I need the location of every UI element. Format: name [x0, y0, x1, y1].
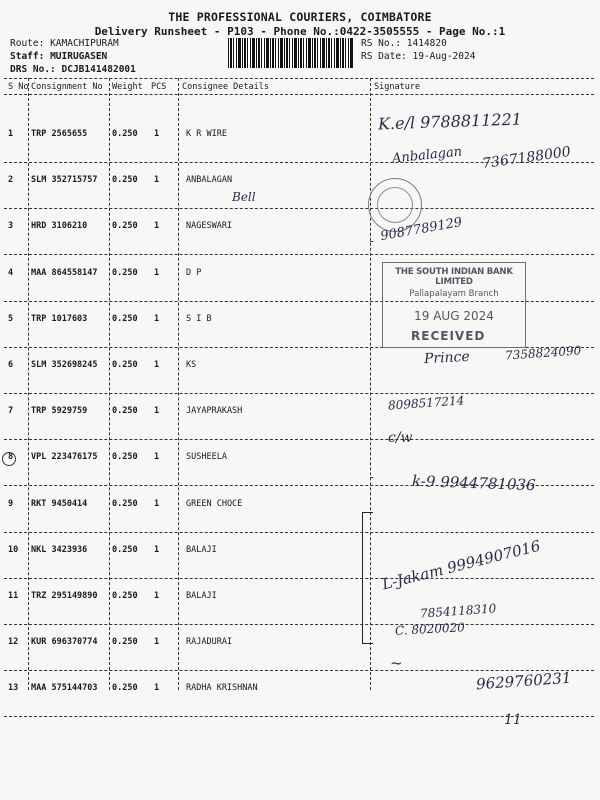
row-weight: 0.250 — [112, 452, 138, 462]
row-pcs: 1 — [154, 591, 160, 601]
row-consignee: GREEN CHOCE — [186, 499, 243, 509]
col-sno: S No — [8, 82, 29, 92]
row-consignment-no: VPL 223476175 — [31, 452, 98, 462]
table-row — [0, 221, 600, 267]
signature-r9: k-9 9944781036 — [411, 471, 536, 495]
row-divider — [4, 578, 594, 579]
stamp-date: 19 AUG 2024 — [414, 309, 494, 323]
header-left — [10, 37, 136, 76]
row-divider — [4, 393, 594, 394]
table-row — [0, 591, 600, 637]
row-consignment-no: MAA 575144703 — [31, 683, 98, 693]
signature-r1: K.e/l 9788811221 — [377, 109, 523, 134]
divider — [4, 78, 594, 79]
company-title: THE PROFESSIONAL COURIERS, COIMBATORE — [168, 10, 432, 24]
row-consignment-no: RKT 9450414 — [31, 499, 88, 509]
row-sno: 11 — [8, 591, 19, 601]
row-weight: 0.250 — [112, 591, 138, 601]
row-pcs: 1 — [154, 683, 160, 693]
table-row — [0, 406, 600, 452]
row-consignment-no: TRP 1017603 — [31, 314, 88, 324]
rs-date-value: 19-Aug-2024 — [412, 51, 476, 62]
staff-label: Staff: — [10, 51, 45, 62]
col-signature: Signature — [374, 82, 421, 92]
row-divider — [4, 439, 594, 440]
row-pcs: 1 — [154, 175, 160, 185]
row-consignment-no: TRP 2565655 — [31, 129, 88, 139]
row-consignee: NAGESWARI — [186, 221, 233, 231]
row-sno: 3 — [8, 221, 14, 231]
row-weight: 0.250 — [112, 175, 138, 185]
hw-r9-phone: 9944781036 — [439, 472, 536, 495]
staff-value: MUIRUGASEN — [50, 51, 108, 62]
drs-label: DRS No.: — [10, 64, 56, 75]
row-consignment-no: SLM 352698245 — [31, 360, 98, 370]
row-pcs: 1 — [154, 637, 160, 647]
row-divider — [4, 624, 594, 625]
stamp-status: RECEIVED — [411, 329, 486, 343]
hw-r12-phone1: 7854118310 — [419, 601, 497, 621]
signature-r11: L-Jakam 9994907016 — [380, 536, 543, 594]
row-pcs: 1 — [154, 452, 160, 462]
row-consignment-no: NKL 3423936 — [31, 545, 88, 555]
row-sno: 6 — [8, 360, 14, 370]
stamp-bank: THE SOUTH INDIAN BANK LIMITED — [395, 267, 513, 287]
hw-r6-name: Prince — [423, 348, 471, 368]
row-pcs: 1 — [154, 499, 160, 509]
route-label: Route: — [10, 38, 45, 49]
row-consignee: D P — [186, 268, 202, 278]
route-value: KAMACHIPURAM — [50, 38, 119, 49]
row-consignee: K R WIRE — [186, 129, 227, 139]
row-divider — [4, 254, 594, 255]
row-consignment-no: TRZ 295149890 — [31, 591, 98, 601]
row-sno: 12 — [8, 637, 19, 647]
row-consignee: ANBALAGAN — [186, 175, 233, 185]
hw-r2-phone: 7367188000 — [481, 143, 572, 173]
row-weight: 0.250 — [112, 314, 138, 324]
signature-r13: ~ — [390, 654, 403, 672]
runsheet-subtitle: Delivery Runsheet - P103 - Phone No.:0422-3505555 - Page No.:1 — [94, 25, 506, 38]
row-weight: 0.250 — [112, 545, 138, 555]
row-pcs: 1 — [154, 129, 160, 139]
hw-r11-phone: 9994907016 — [445, 536, 543, 578]
table-row — [0, 360, 600, 406]
row-sno: 4 — [8, 268, 14, 278]
drs-value: DCJB141482001 — [61, 64, 136, 75]
row-sno: 1 — [8, 129, 14, 139]
rs-no-value: 1414820 — [406, 38, 447, 49]
row-consignment-no: HRD 3106210 — [31, 221, 88, 231]
row-pcs: 1 — [154, 221, 160, 231]
hw-r2-name: Anbalagan — [391, 144, 463, 167]
row-consignment-no: MAA 864558147 — [31, 268, 98, 278]
col-pcs: PCS — [151, 82, 167, 92]
row-consignee: S I B — [186, 314, 212, 324]
col-weight: Weight — [112, 82, 143, 92]
hw-r7-phone: 8098517214 — [387, 393, 465, 413]
row-pcs: 1 — [154, 314, 160, 324]
header-right — [361, 37, 475, 63]
bank-stamp — [382, 262, 526, 348]
row-weight: 0.250 — [112, 268, 138, 278]
table-row — [0, 175, 600, 221]
row-weight: 0.250 — [112, 221, 138, 231]
row-consignee: BALAJI — [186, 591, 217, 601]
hw-r3-note: Bell — [232, 190, 256, 204]
hw-r4-phone: 9087789129 — [379, 214, 464, 245]
col-consignment: Consignment No — [31, 82, 103, 92]
row-weight: 0.250 — [112, 637, 138, 647]
row-weight: 0.250 — [112, 499, 138, 509]
row-consignee: KS — [186, 360, 197, 370]
row-consignment-no: KUR 696370774 — [31, 637, 98, 647]
divider — [4, 94, 594, 95]
row-divider — [4, 208, 594, 209]
row-weight: 0.250 — [112, 360, 138, 370]
table-row — [0, 499, 600, 545]
rs-no-label: RS No.: — [361, 38, 402, 49]
row-sno: 10 — [8, 545, 19, 555]
rs-date-label: RS Date: — [361, 51, 407, 62]
row-consignment-no: SLM 352715757 — [31, 175, 98, 185]
row-sno: 8 — [8, 452, 14, 462]
hw-r12-phone2: C. 8020020 — [394, 620, 466, 638]
row-consignment-no: TRP 5929759 — [31, 406, 88, 416]
hw-r1-phone: 9788811221 — [419, 109, 523, 133]
row-sno: 5 — [8, 314, 14, 324]
row-weight: 0.250 — [112, 406, 138, 416]
row-weight: 0.250 — [112, 683, 138, 693]
barcode-icon — [228, 38, 354, 68]
row-consignee: SUSHEELA — [186, 452, 227, 462]
row-consignee: BALAJI — [186, 545, 217, 555]
row-sno: 7 — [8, 406, 14, 416]
row-consignee: JAYAPRAKASH — [186, 406, 243, 416]
row-consignee: RADHA KRISHNAN — [186, 683, 258, 693]
row-divider — [4, 670, 594, 671]
bracket-mark — [362, 512, 373, 644]
hw-r13-phone: 9629760231 — [475, 668, 572, 694]
circle-mark-icon — [2, 452, 16, 466]
row-consignee: RAJADURAI — [186, 637, 233, 647]
stamp-branch: Pallapalayam Branch — [409, 289, 499, 299]
row-sno: 2 — [8, 175, 14, 185]
row-pcs: 1 — [154, 545, 160, 555]
row-pcs: 1 — [154, 406, 160, 416]
row-weight: 0.250 — [112, 129, 138, 139]
row-pcs: 1 — [154, 268, 160, 278]
row-pcs: 1 — [154, 360, 160, 370]
dash-mark: - — [368, 234, 376, 248]
col-consignee: Consignee Details — [182, 82, 269, 92]
dash-mark: - — [368, 470, 376, 484]
row-divider — [4, 532, 594, 533]
hw-r6-phone: 7358824090 — [504, 343, 582, 363]
hw-r8-note: c/w — [388, 430, 413, 446]
row-sno: 13 — [8, 683, 19, 693]
row-sno: 9 — [8, 499, 14, 509]
hw-footer-count: 11 — [504, 712, 522, 728]
